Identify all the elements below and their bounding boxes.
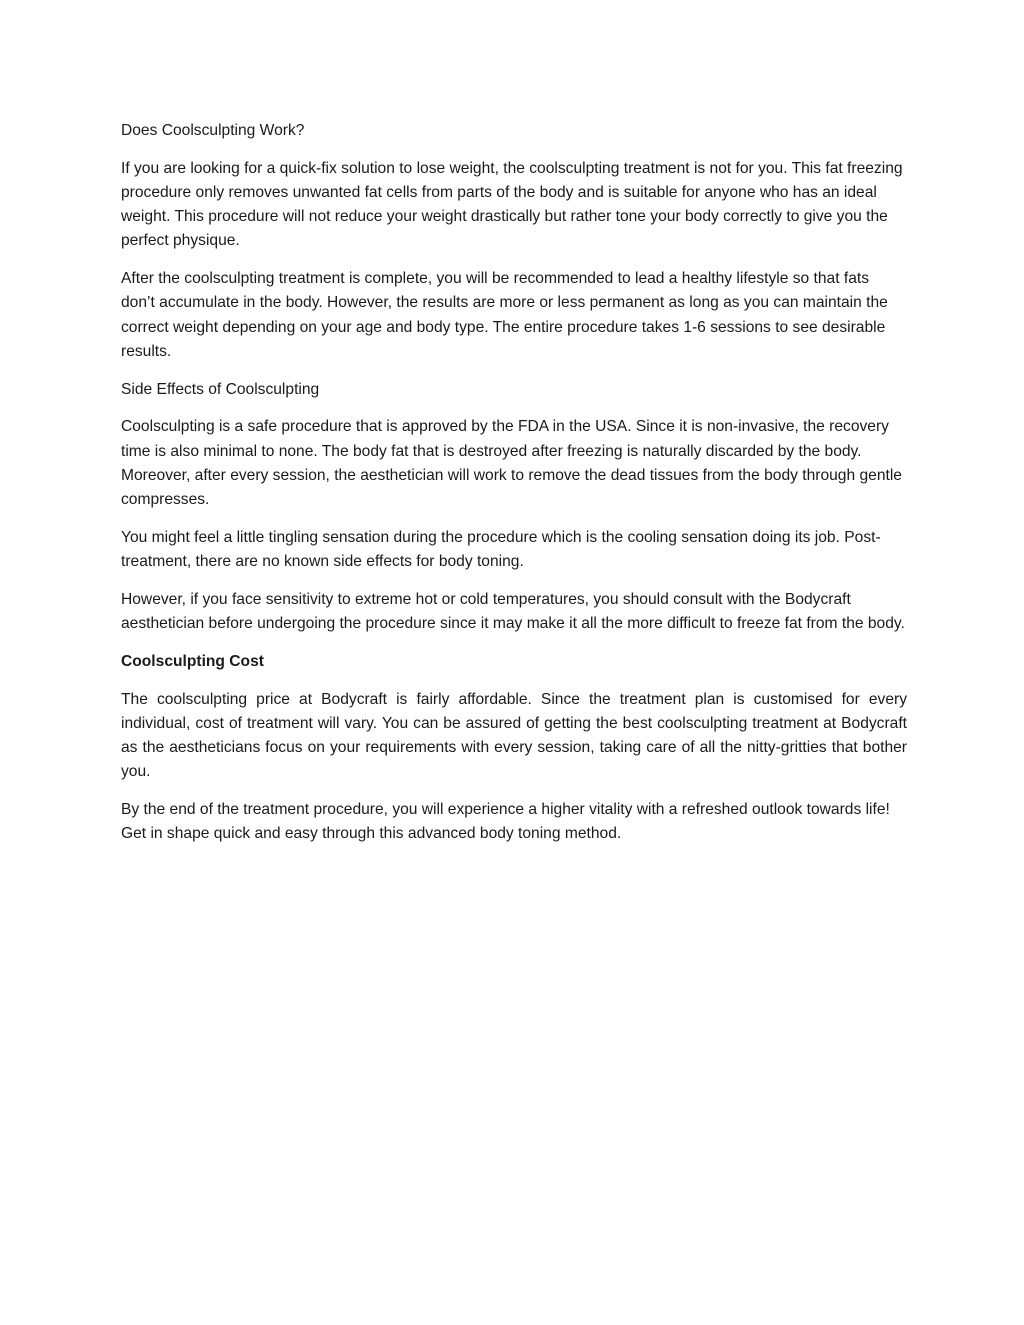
paragraph: After the coolsculpting treatment is complete, you will be recommended to lead a healthy lifestyle so that fats don’t accumulate in the body. However, the results are more or less permanent as long as you can maintain the correct weight depending on your age and body type. The entire procedure takes 1-6 sessions to see desirable results. bbox=[121, 270, 888, 360]
paragraph: You might feel a little tingling sensation during the procedure which is the cooling sensation doing its job. Post-treatment, there are no known side effects for body toning. bbox=[121, 528, 881, 571]
paragraph: The coolsculpting price at Bodycraft is fairly affordable. Since the treatment plan is customised for every individual, cost of treatment will vary. You can be assured of getting the best coolsculpting treatment at Bodycraft as the aestheticians focus on your requirements with every session, taking care of all the nitty-gritties that bother you. bbox=[121, 690, 907, 781]
paragraph: By the end of the treatment procedure, you will experience a higher vitality with a refreshed outlook towards life! Get in shape quick and easy through this advanced body toning method. bbox=[121, 801, 890, 843]
section-heading-side-effects: Side Effects of Coolsculpting bbox=[121, 380, 320, 398]
paragraph: However, if you face sensitivity to extreme hot or cold temperatures, you should consult with the Bodycraft aesthetician before undergoing the procedure since it may make it all the more difficult to freeze fat from the body. bbox=[121, 590, 905, 633]
paragraph: If you are looking for a quick-fix solution to lose weight, the coolsculpting treatment is not for you. This fat freezing procedure only removes unwanted fat cells from parts of the body and is suitable for anyone who has an ideal weight. This procedure will not reduce your weight drastically but rather tone your body correctly to give you the perfect physique. bbox=[121, 159, 903, 250]
section-heading-does-coolsculpting-work: Does Coolsculpting Work? bbox=[121, 122, 305, 139]
paragraph: Coolsculpting is a safe procedure that is approved by the FDA in the USA. Since it is non-invasive, the recovery time is also minimal to none. The body fat that is destroyed after freezing is naturally discarded by the body. Moreover, after every session, the aesthetician will work to remove the dead tissues from the body through gentle compresses. bbox=[121, 418, 902, 509]
section-heading-coolsculpting-cost: Coolsculpting Cost bbox=[121, 652, 264, 670]
document-body bbox=[121, 119, 907, 860]
